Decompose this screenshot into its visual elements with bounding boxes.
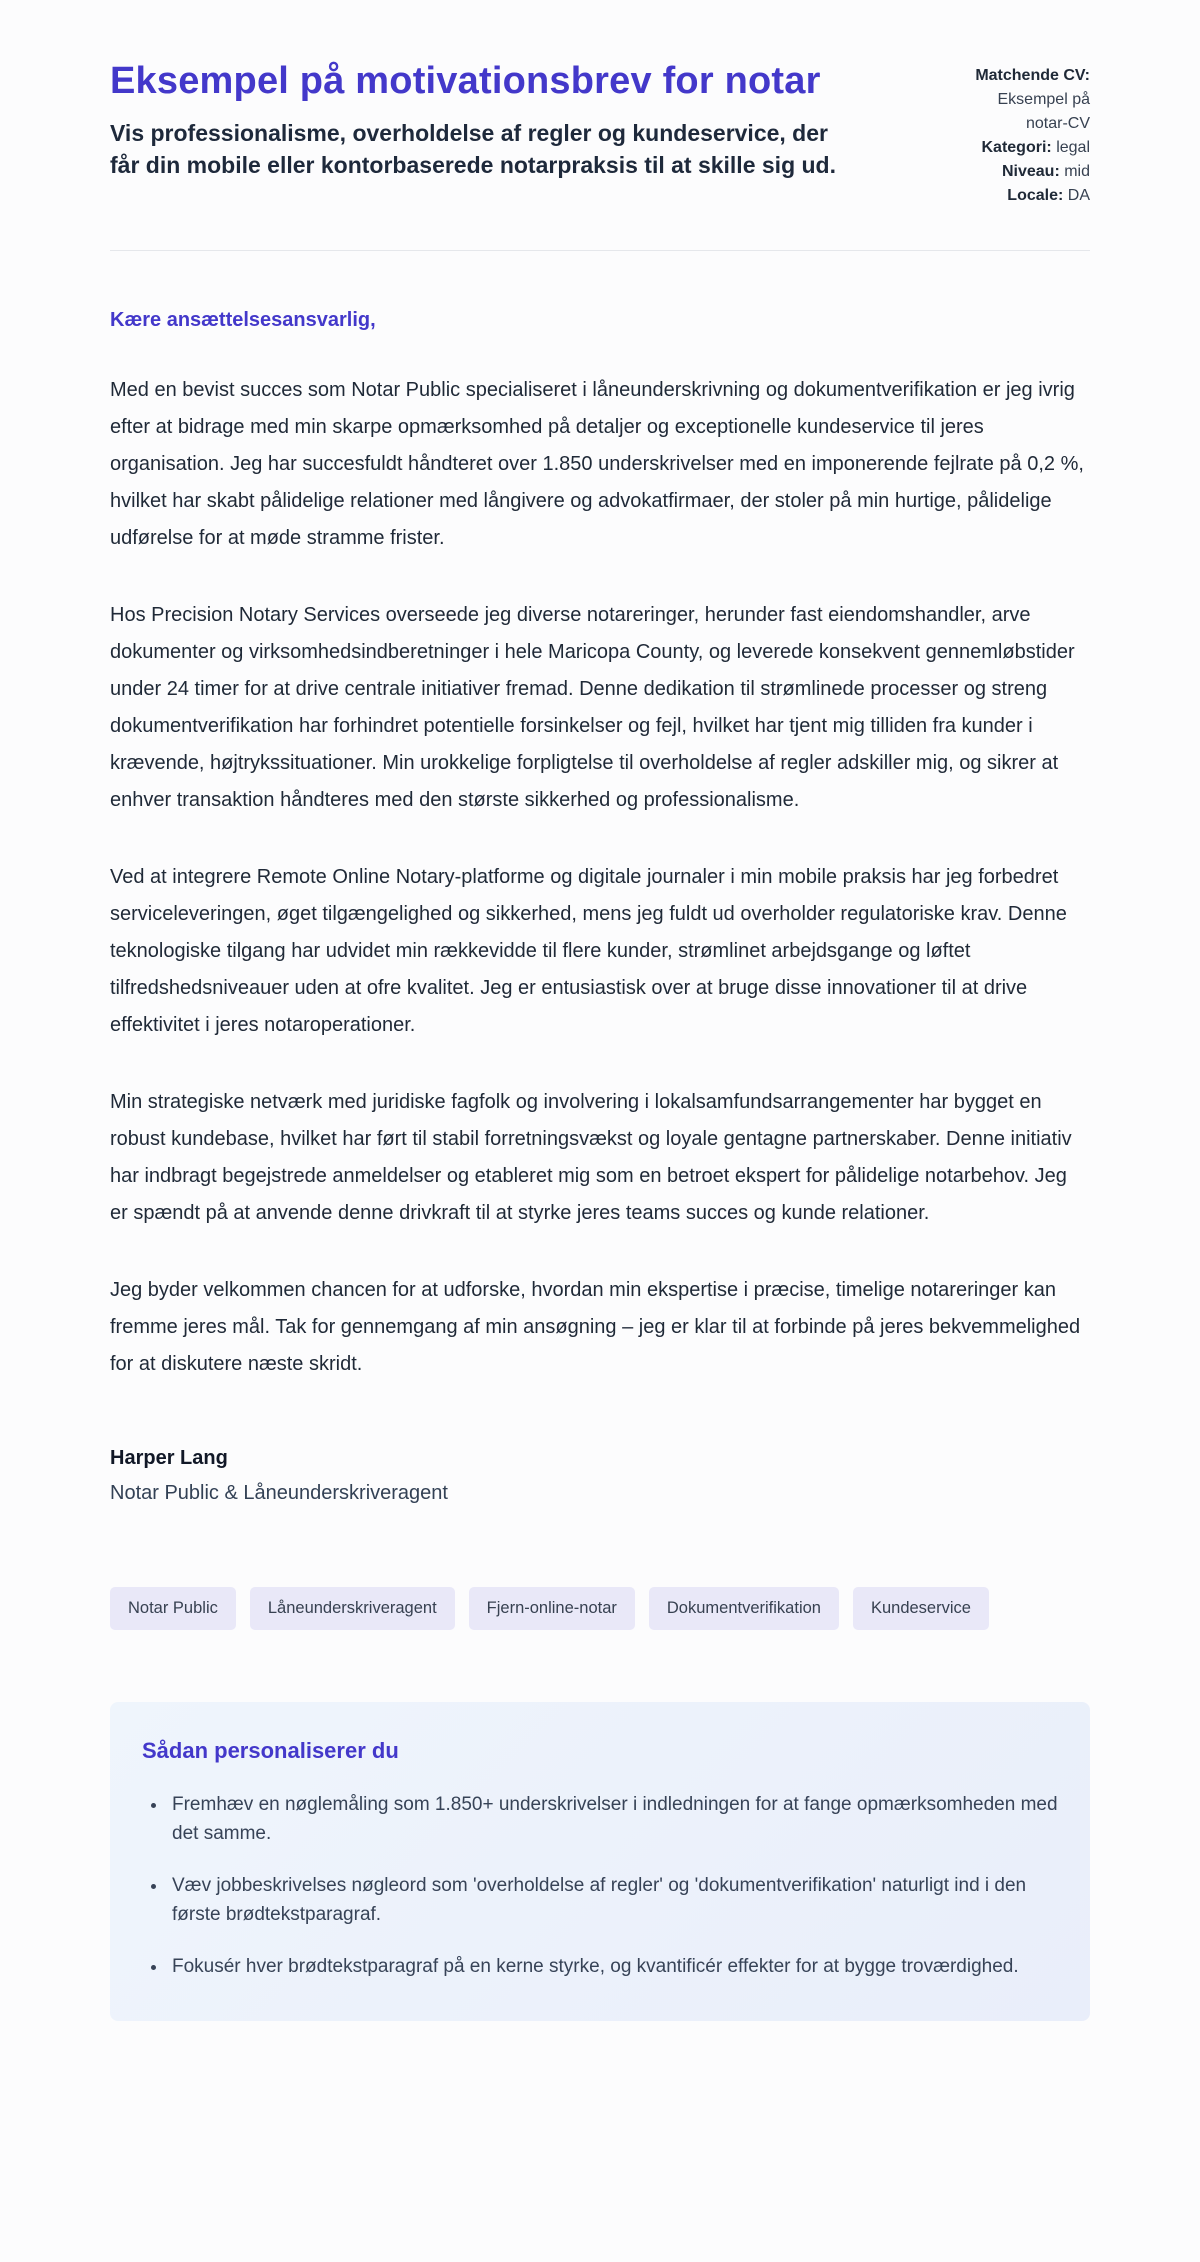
meta-matching-cv	[968, 64, 1090, 136]
greeting: Kære ansættelsesansvarlig,	[110, 309, 376, 331]
page-title: Eksempel på motivationsbrev for notar	[110, 60, 821, 102]
tag-notar-public: Notar Public	[110, 1587, 236, 1630]
tag-list	[110, 1587, 1090, 1630]
page	[110, 0, 1090, 2111]
meta-level	[968, 160, 1090, 184]
tag-kundeservice: Kundeservice	[853, 1587, 989, 1630]
tip-item: • Fokusér hver brødtekstparagraf på en kerne styrke, og kvantificér effekter for at bygge troværdighed.	[168, 1952, 1058, 1981]
signature-name: Harper Lang	[110, 1447, 228, 1469]
meta-label: Locale:	[1007, 187, 1064, 204]
paragraph: Ved at integrere Remote Online Notary-platforme og digitale journaler i min mobile praksis har jeg forbedret serviceleveringen, øget tilgængelighed og sikkerhed, mens jeg fuldt ud overholder regulatoriske krav. Denne teknologiske tilgang har udvidet min rækkevidde til flere kunder, strømlinet arbejdsgange og løftet tilfredshedsniveauer uden at ofre kvalitet. Jeg er entusiastisk over at bruge disse innovationer til at drive effektivitet i jeres notaroperationer.	[110, 866, 1067, 1036]
tips-title: Sådan personaliserer du	[142, 1738, 399, 1763]
letter-body	[110, 309, 1090, 1505]
meta-category	[968, 136, 1090, 160]
signature-block	[110, 1447, 1090, 1505]
meta-value: legal	[1056, 139, 1090, 156]
paragraph: Jeg byder velkommen chancen for at udforske, hvordan min ekspertise i præcise, timelige notareringer kan fremme jeres mål. Tak for gennemgang af min ansøgning – jeg er klar til at forbinde på jeres bekvemmelighed for at diskutere næste skridt.	[110, 1279, 1081, 1375]
meta-panel	[968, 64, 1090, 208]
paragraph: Hos Precision Notary Services overseede jeg diverse notareringer, herunder fast eiendomshandler, arve dokumenter og virksomhedsindberetninger i hele Maricopa County, og leverede konsekvent gennemløbstider under 24 timer for at drive centrale initiativer fremad. Denne dedikation til strømlinede processer og streng dokumentverifikation har forhindret potentielle forsinkelser og fejl, hvilket har tjent mig tilliden fra kunder i krævende, højtrykssituationer. Min urokkelige forpligtelse til overholdelse af regler adskiller mig, og sikrer at enhver transaktion håndteres med den største sikkerhed og professionalisme.	[110, 604, 1075, 811]
tag-laaneunderskriveragent: Låneunderskriveragent	[250, 1587, 455, 1630]
tag-dokumentverifikation: Dokumentverifikation	[649, 1587, 839, 1630]
meta-locale	[968, 184, 1090, 208]
meta-value: Eksempel på notar-CV	[997, 91, 1090, 132]
signature-role: Notar Public & Låneunderskriveragent	[110, 1482, 448, 1504]
header	[110, 58, 1090, 208]
divider	[110, 250, 1090, 251]
meta-value: mid	[1064, 163, 1090, 180]
meta-value: DA	[1067, 187, 1090, 204]
tag-fjern-online-notar: Fjern-online-notar	[469, 1587, 635, 1630]
tip-item: • Væv jobbeskrivelses nøgleord som 'overholdelse af regler' og 'dokumentverifikation' naturligt ind i den første brødtekstparagraf.	[168, 1871, 1058, 1930]
meta-label: Niveau:	[1001, 163, 1060, 180]
meta-label: Kategori:	[981, 139, 1052, 156]
paragraph: Med en bevist succes som Notar Public specialiseret i låneunderskrivning og dokumentverifikation er jeg ivrig efter at bidrage med min skarpe opmærksomhed på detaljer og exceptionelle kundeservice til jeres organisation. Jeg har succesfuldt håndteret over 1.850 underskrivelser med en imponerende fejlrate på 0,2 %, hvilket har skabt pålidelige relationer med långivere og advokatfirmaer, der stoler på min hurtige, pålidelige udførelse for at møde stramme frister.	[110, 379, 1084, 549]
header-text-block	[110, 58, 855, 182]
meta-label: Matchende CV:	[975, 67, 1090, 84]
tips-list	[142, 1790, 1058, 1981]
page-subtitle: Vis professionalisme, overholdelse af regler og kundeservice, der får din mobile eller kontorbaserede notarpraksis til at skille sig ud.	[110, 120, 836, 179]
paragraph: Min strategiske netværk med juridiske fagfolk og involvering i lokalsamfundsarrangementer har bygget en robust kundebase, hvilket har ført til stabil forretningsvækst og loyale gentagne partnerskaber. Denne initiativ har indbragt begejstrede anmeldelser og etableret mig som en betroet ekspert for pålidelige notarbehov. Jeg er spændt på at anvende denne drivkraft til at styrke jeres teams succes og kunde relationer.	[110, 1091, 1072, 1224]
tips-box	[110, 1702, 1090, 2021]
tip-item: • Fremhæv en nøglemåling som 1.850+ underskrivelser i indledningen for at fange opmærksomheden med det samme.	[168, 1790, 1058, 1849]
